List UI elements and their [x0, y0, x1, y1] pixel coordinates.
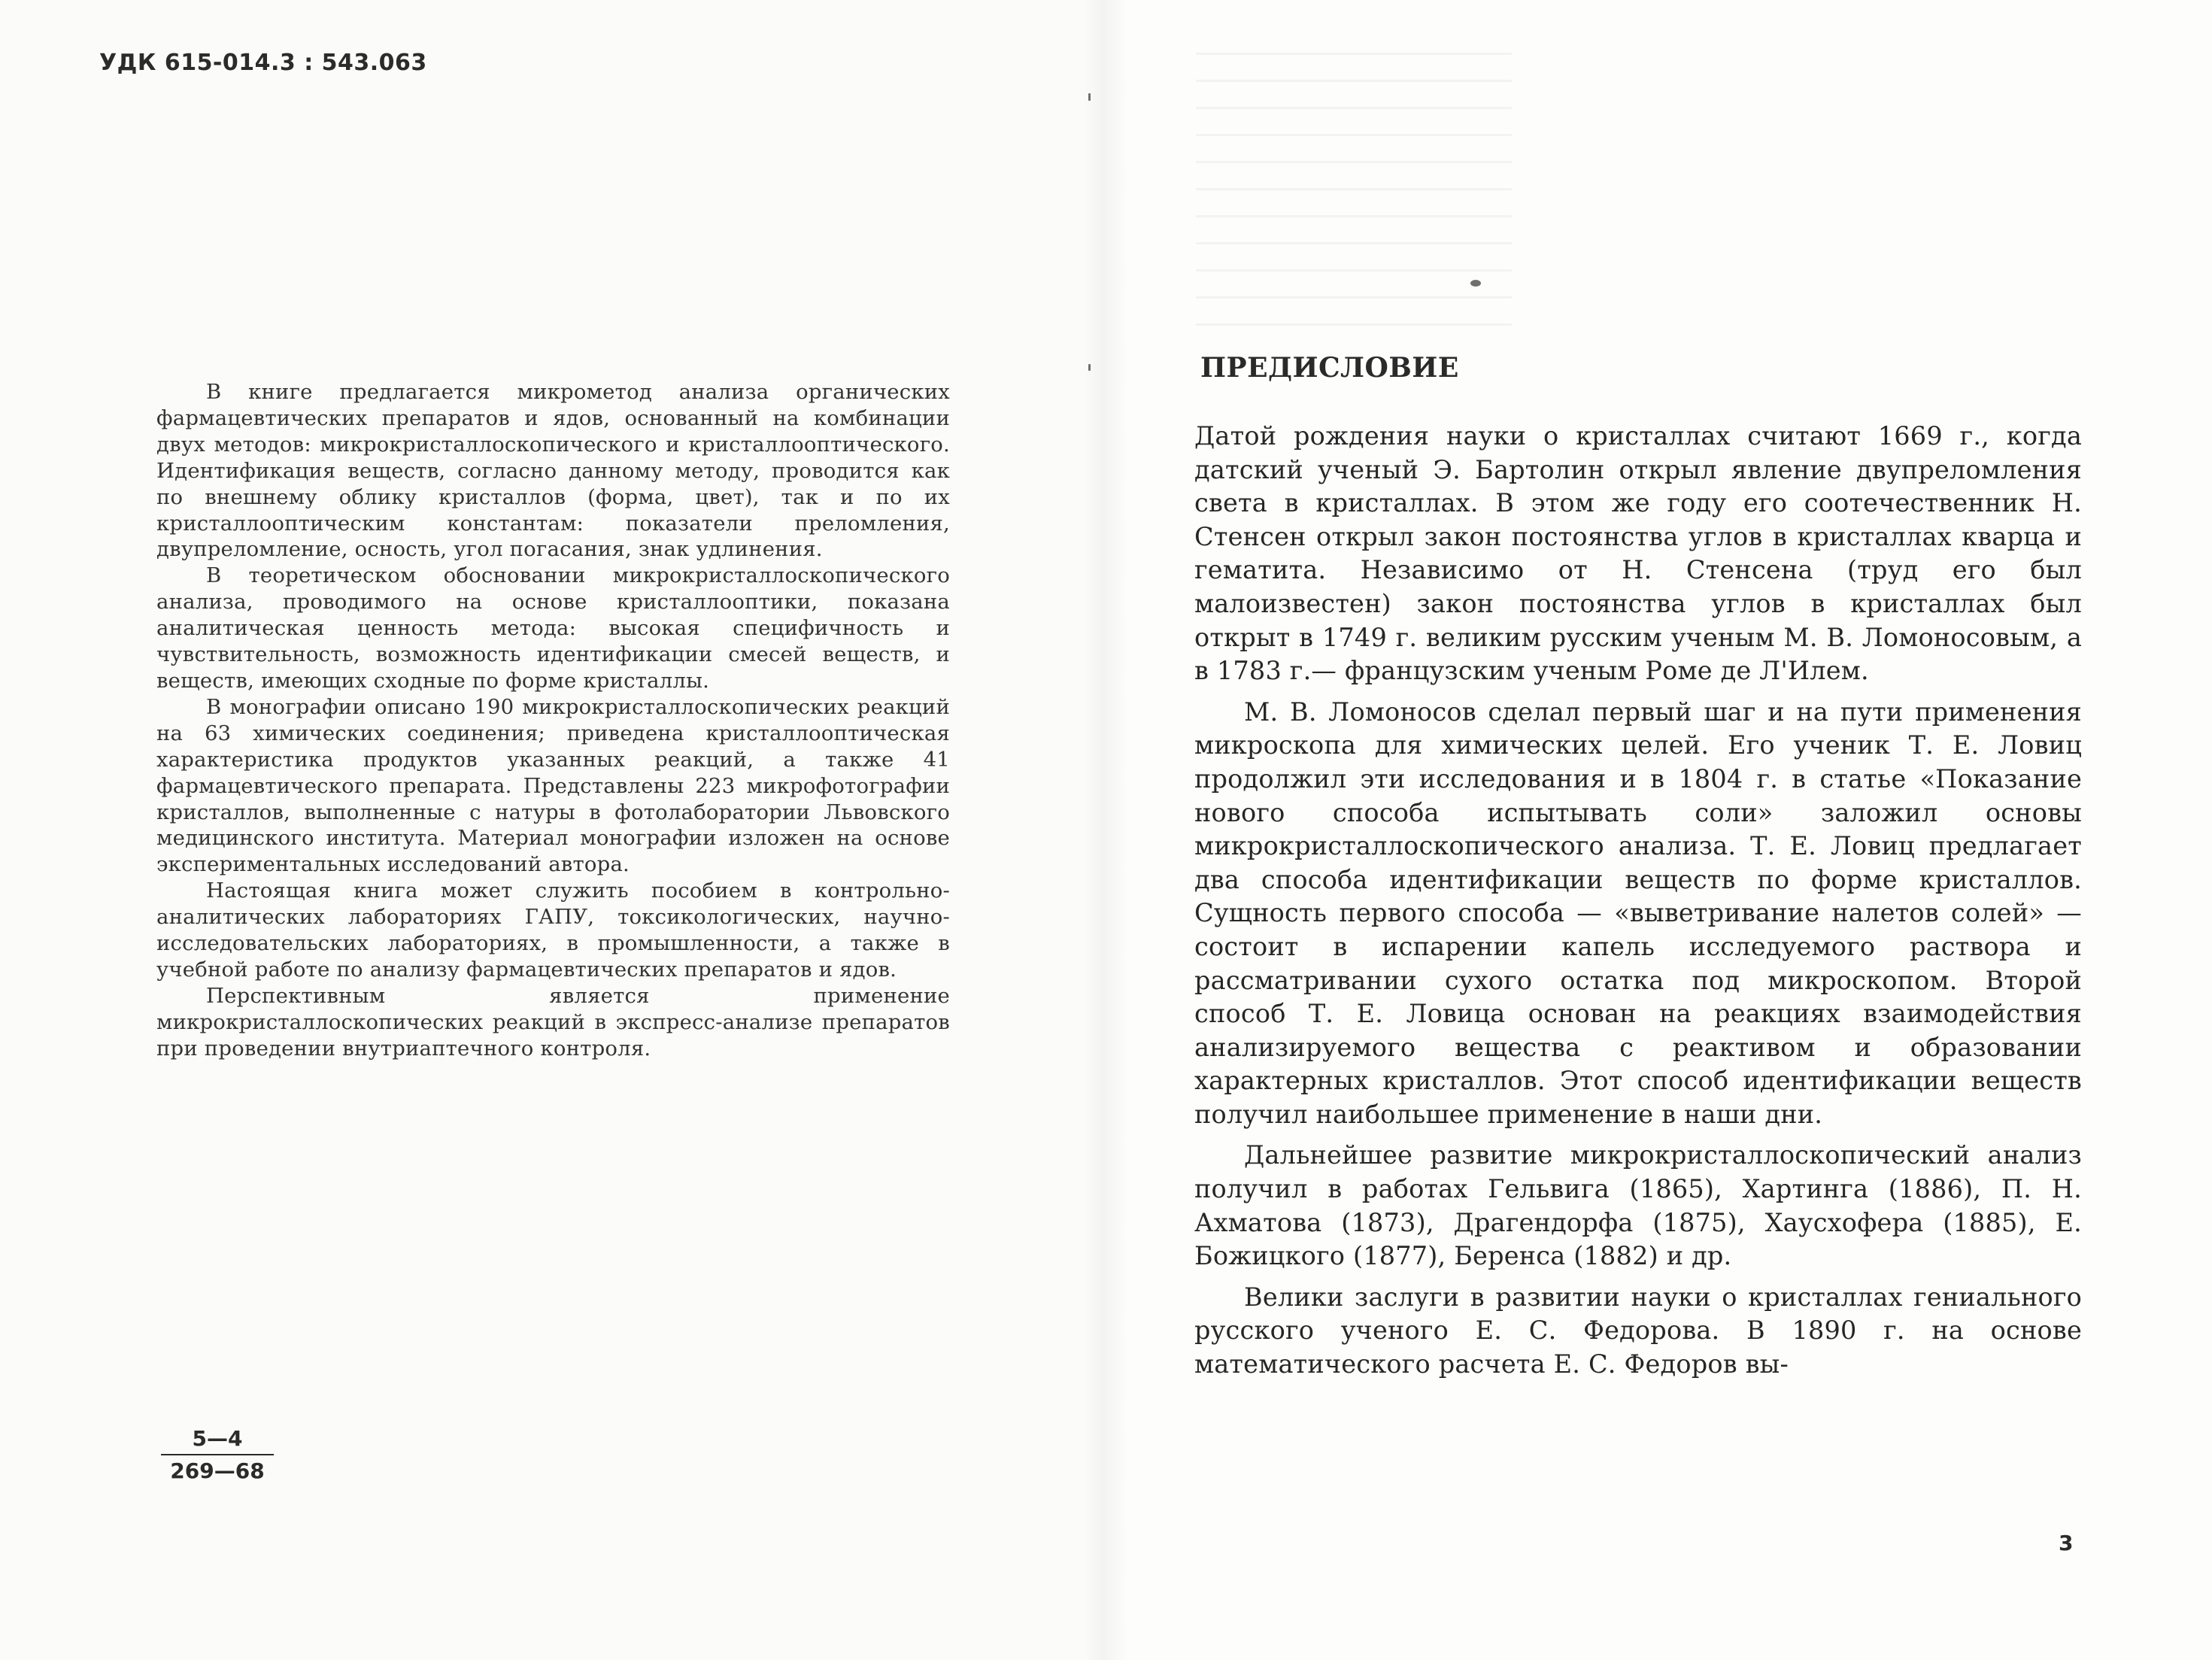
preface-paragraph-2: М. В. Ломоносов сделал первый шаг и на пути применения микроскопа для химических целей. Его ученик Т. Е. Ловиц продолжил эти исследования и в 1804 г. в статье «Показание нового способа испытывать соли» заложил основы микрокристаллоскопического анализа. Т. Е. Ловиц предлагает два способа идентификации веществ по форме кристаллов. Сущность первого способа — «выветривание налетов солей» — состоит в испарении капель исследуемого раствора и рассматривании сухого остатка под микроскопом. Второй способ Т. Е. Ловица основан на реакциях взаимодействия анализируемого вещества с реактивом и образовании характерных кристаллов. Этот способ идентификации веществ получил наибольшее применение в наши дни. [1194, 696, 2082, 1129]
preface-paragraph-3: Дальнейшее развитие микрокристаллоскопический анализ получил в работах Гельвига (1865), Хартинга (1886), П. Н. Ахматова (1873), Драгендорфа (1875), Хаусхофера (1885), Е. Божицкого (1877), Беренса (1882) и др. [1194, 1140, 2082, 1271]
preface-body [1194, 420, 2082, 1389]
annotation-paragraph-5: Перспективным является применение микрокристаллоскопических реакций в экспресс-анализе препаратов при проведении внутриаптечного контроля. [156, 983, 950, 1061]
annotation-paragraph-2: В теоретическом обосновании микрокристаллоскопического анализа, проводимого на основе кристаллооптики, показана аналитическая ценность метода: высокая специфичность и чувствительность, возможность идентификации смесей веществ, и веществ, имеющих сходные по форме кристаллы. [156, 563, 950, 693]
book-annotation [156, 379, 950, 1062]
preface-paragraph-1: Датой рождения науки о кристаллах считают 1669 г., когда датский ученый Э. Бартолин открыл явление двупреломления света в кристаллах. В этом же году его соотечественник Н. Стенсен открыл закон постоянства углов в кристаллах кварца и гематита. Независимо от Н. Стенсена (труд его был малоизвестен) закон постоянства углов в кристаллах был открыт в 1749 г. великим русским ученым М. В. Ломоносовым, а в 1783 г.— французским ученым Роме де Л'Илем. [1194, 421, 2082, 686]
preface-paragraph-4: Велики заслуги в развитии науки о кристаллах гениального русского ученого Е. С. Федорова. В 1890 г. на основе математического расчета Е. С. Федоров вы- [1194, 1282, 2082, 1379]
preface-heading: ПРЕДИСЛОВИЕ [1200, 352, 1459, 384]
catalog-index-denominator: 269—68 [170, 1458, 265, 1483]
book-gutter [1083, 0, 1128, 1660]
catalog-index-numerator: 5—4 [161, 1426, 274, 1455]
scan-speck [1088, 364, 1091, 371]
show-through-text [1196, 53, 1512, 338]
page-number: 3 [2059, 1531, 2074, 1555]
annotation-paragraph-3: В монографии описано 190 микрокристаллоскопических реакций на 63 химических соединения; приведена кристаллооптическая характеристика продуктов указанных реакций, а также 41 фармацевтического препарата. Представлены 223 микрофотографии кристаллов, выполненные с натуры в фотолаборатории Львовского медицинского института. Материал монографии изложен на основе экспериментальных исследований автора. [156, 694, 950, 877]
udc-code: УДК 615-014.3 : 543.063 [99, 50, 427, 76]
scan-speck [1088, 93, 1091, 101]
scan-speck [1470, 280, 1481, 287]
annotation-paragraph-1: В книге предлагается микрометод анализа органических фармацевтических препаратов и ядов, основанный на комбинации двух методов: микрокристаллоскопического и кристаллооптического. Идентификация веществ, согласно данному методу, проводится как по внешнему облику кристаллов (форма, цвет), так и по их кристаллооптическим константам: показатели преломления, двупреломление, осность, угол погасания, знак удлинения. [156, 380, 950, 562]
annotation-paragraph-4: Настоящая книга может служить пособием в контрольно-аналитических лабораториях ГАПУ, токсикологических, научно-исследовательских лабораториях, в промышленности, а также в учебной работе по анализу фармацевтических препаратов и ядов. [156, 879, 950, 982]
catalog-index [161, 1426, 274, 1483]
